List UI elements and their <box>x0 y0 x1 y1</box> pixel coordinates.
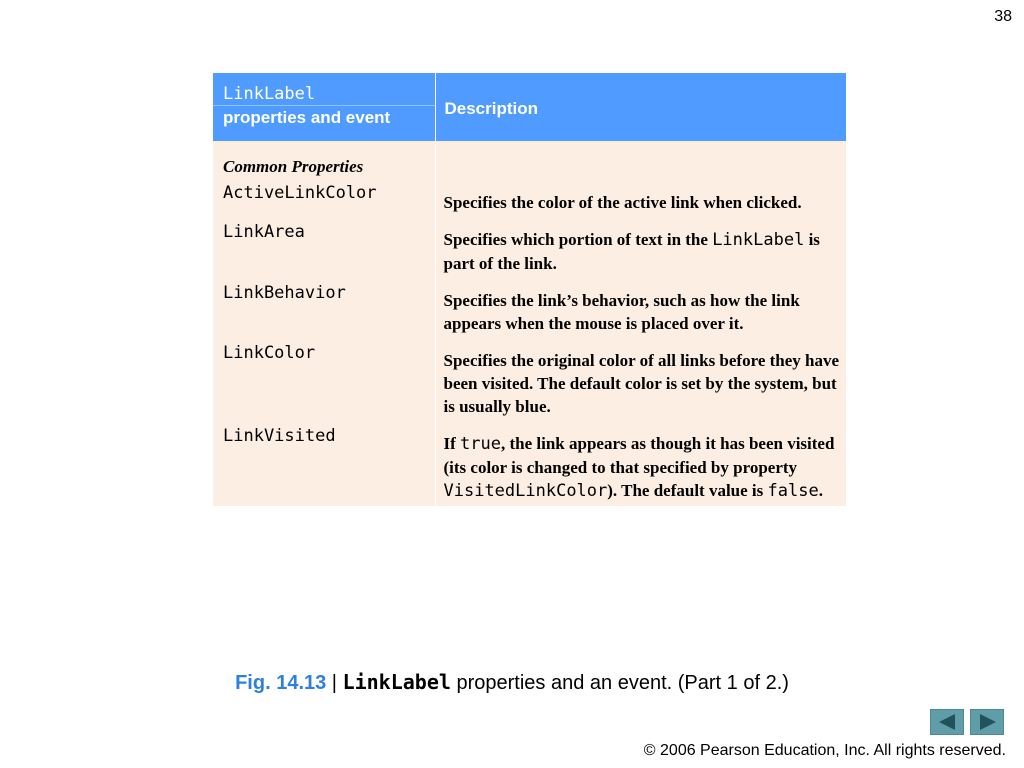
code-text: LinkLabel <box>712 230 805 250</box>
header-cell-description: Description <box>435 73 846 141</box>
code-text: false <box>767 481 819 501</box>
caption-text: properties and an event. (Part 1 of 2.) <box>450 672 789 694</box>
section-row <box>213 141 846 179</box>
table-row <box>213 335 846 418</box>
property-description: If true, the link appears as though it has been visited (its color is changed to that specified by property VisitedLinkColor). The default value is false. <box>443 434 835 501</box>
table-row <box>213 179 846 214</box>
caption-separator: | <box>326 672 343 694</box>
header-properties-label: properties and event <box>223 108 391 127</box>
triangle-left-icon <box>939 714 955 730</box>
table-row <box>213 418 846 506</box>
property-name: LinkBehavior <box>223 283 346 303</box>
copyright-footer: © 2006 Pearson Education, Inc. All rights reserved. <box>643 742 1006 759</box>
code-text: VisitedLinkColor <box>443 481 608 501</box>
property-name: LinkColor <box>223 343 316 363</box>
property-name: LinkVisited <box>223 426 336 446</box>
figure-caption <box>0 670 1024 695</box>
section-cell <box>213 141 435 179</box>
slide-navigation <box>930 709 1004 735</box>
code-text: true <box>460 434 501 454</box>
section-title: Common Properties <box>223 157 364 176</box>
caption-code: LinkLabel <box>342 670 451 694</box>
table-row <box>213 275 846 335</box>
figure-label: Fig. 14.13 <box>235 672 327 694</box>
property-name: LinkArea <box>223 222 305 242</box>
property-name: ActiveLinkColor <box>223 183 377 203</box>
property-description: Specifies the link’s behavior, such as how the link appears when the mouse is placed over it. <box>443 291 800 333</box>
table-header-row <box>213 73 846 141</box>
next-slide-button[interactable] <box>970 709 1004 735</box>
properties-table <box>213 73 846 506</box>
triangle-right-icon <box>980 714 996 730</box>
table-row <box>213 214 846 275</box>
property-description: Specifies the color of the active link when clicked. <box>443 193 802 212</box>
page-number: 38 <box>994 8 1012 25</box>
previous-slide-button[interactable] <box>930 709 964 735</box>
property-description: Specifies the original color of all links before they have been visited. The default color is set by the system, but is usually blue. <box>443 351 840 416</box>
property-description: Specifies which portion of text in the LinkLabel is part of the link. <box>443 230 820 273</box>
header-cell-properties <box>213 73 435 141</box>
header-classname: LinkLabel <box>223 84 316 104</box>
